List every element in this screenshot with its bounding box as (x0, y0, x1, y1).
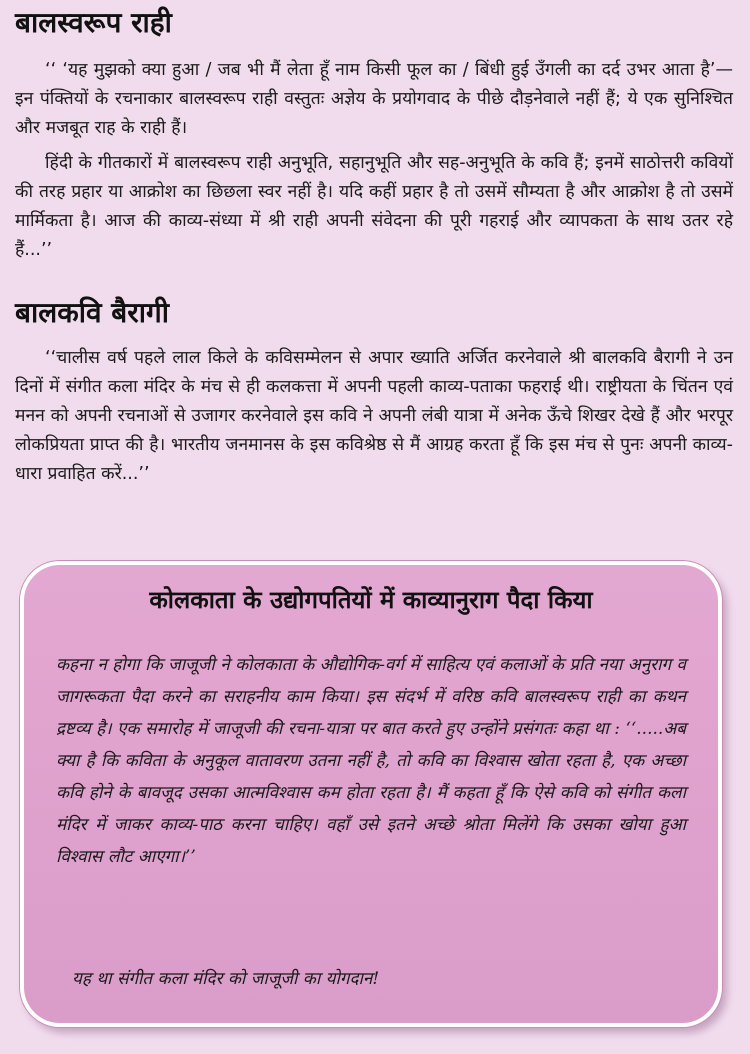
section-balkavi-bairagi (15, 296, 733, 489)
box-closing-text: यह था संगीत कला मंदिर को जाजूजी का योगदान! (72, 969, 380, 989)
section-paragraph: हिंदी के गीतकारों में बालस्वरूप राही अनुभूति, सहानुभूति और सह-अनुभूति के कवि हैं; इनमें साठोत्तरी कवियों की तरह प्रहार या आक्रोश का छिछला स्वर नहीं है। यदि कहीं प्रहार है तो उसमें सौम्यता है और आक्रोश है तो उसमें मार्मिकता है। आज की काव्य-संध्या में श्री राही अपनी संवेदना की पूरी गहराई और व्यापकता के साथ उतर रहे हैं...’’ (15, 153, 733, 260)
section-heading: बालस्वरूप राही (15, 6, 172, 39)
highlight-box (20, 561, 722, 1027)
section-paragraph: ‘‘ ‘यह मुझको क्या हुआ / जब भी मैं लेता हूँ नाम किसी फूल का / बिंधी हुई उँगली का दर्द उभर आता है’—इन पंक्तियों के रचनाकार बालस्वरूप राही वस्तुतः अज्ञेय के प्रयोगवाद के पीछे दौड़नेवाले नहीं हैं; ये एक सुनिश्चित और मजबूत राह के राही हैं। (15, 60, 733, 138)
section-heading: बालकवि बैरागी (15, 296, 170, 329)
section-paragraph: ‘‘चालीस वर्ष पहले लाल किले के कविसम्मेलन से अपार ख्याति अर्जित करनेवाले श्री बालकवि बैरागी ने उन दिनों में संगीत कला मंदिर के मंच से ही कलकत्ता में अपनी पहली काव्य-पताका फहराई थी। राष्ट्रीयता के चिंतन एवं मनन को अपनी रचनाओं से उजागर करनेवाले इस कवि ने अपनी लंबी यात्रा में अनेक ऊँचे शिखर देखे हैं और भरपूर लोकप्रियता प्राप्त की है। भारतीय जनमानस के इस कविश्रेष्ठ से मैं आग्रह करता हूँ कि इस मंच से पुनः अपनी काव्य-धारा प्रवाहित करें...’’ (15, 348, 733, 484)
box-title: कोलकाता के उद्योगपतियों में काव्यानुराग पैदा किया (149, 586, 593, 614)
box-body-text: कहना न होगा कि जाजूजी ने कोलकाता के औद्योगिक-वर्ग में साहित्य एवं कलाओं के प्रति नया अनुराग व जागरूकता पैदा करने का सराहनीय काम किया। इस संदर्भ में वरिष्ठ कवि बालस्वरूप राही का कथन द्रष्टव्य है। एक समारोह में जाजूजी की रचना-यात्रा पर बात करते हुए उन्होंने प्रसंगतः कहा था : ‘‘.....अब क्या है कि कविता के अनुकूल वातावरण उतना नहीं है, तो कवि का विश्वास खोता रहता है, एक अच्छा कवि होने के बावजूद उसका आत्मविश्वास कम होता रहता है। मैं कहता हूँ कि ऐसे कवि को संगीत कला मंदिर में जाकर काव्य-पाठ करना चाहिए। वहाँ उसे इतने अच्छे श्रोता मिलेंगे कि उसका खोया हुआ विश्वास लौट आएगा।’’ (56, 655, 686, 867)
section-balswaroop-rahi (15, 6, 733, 265)
